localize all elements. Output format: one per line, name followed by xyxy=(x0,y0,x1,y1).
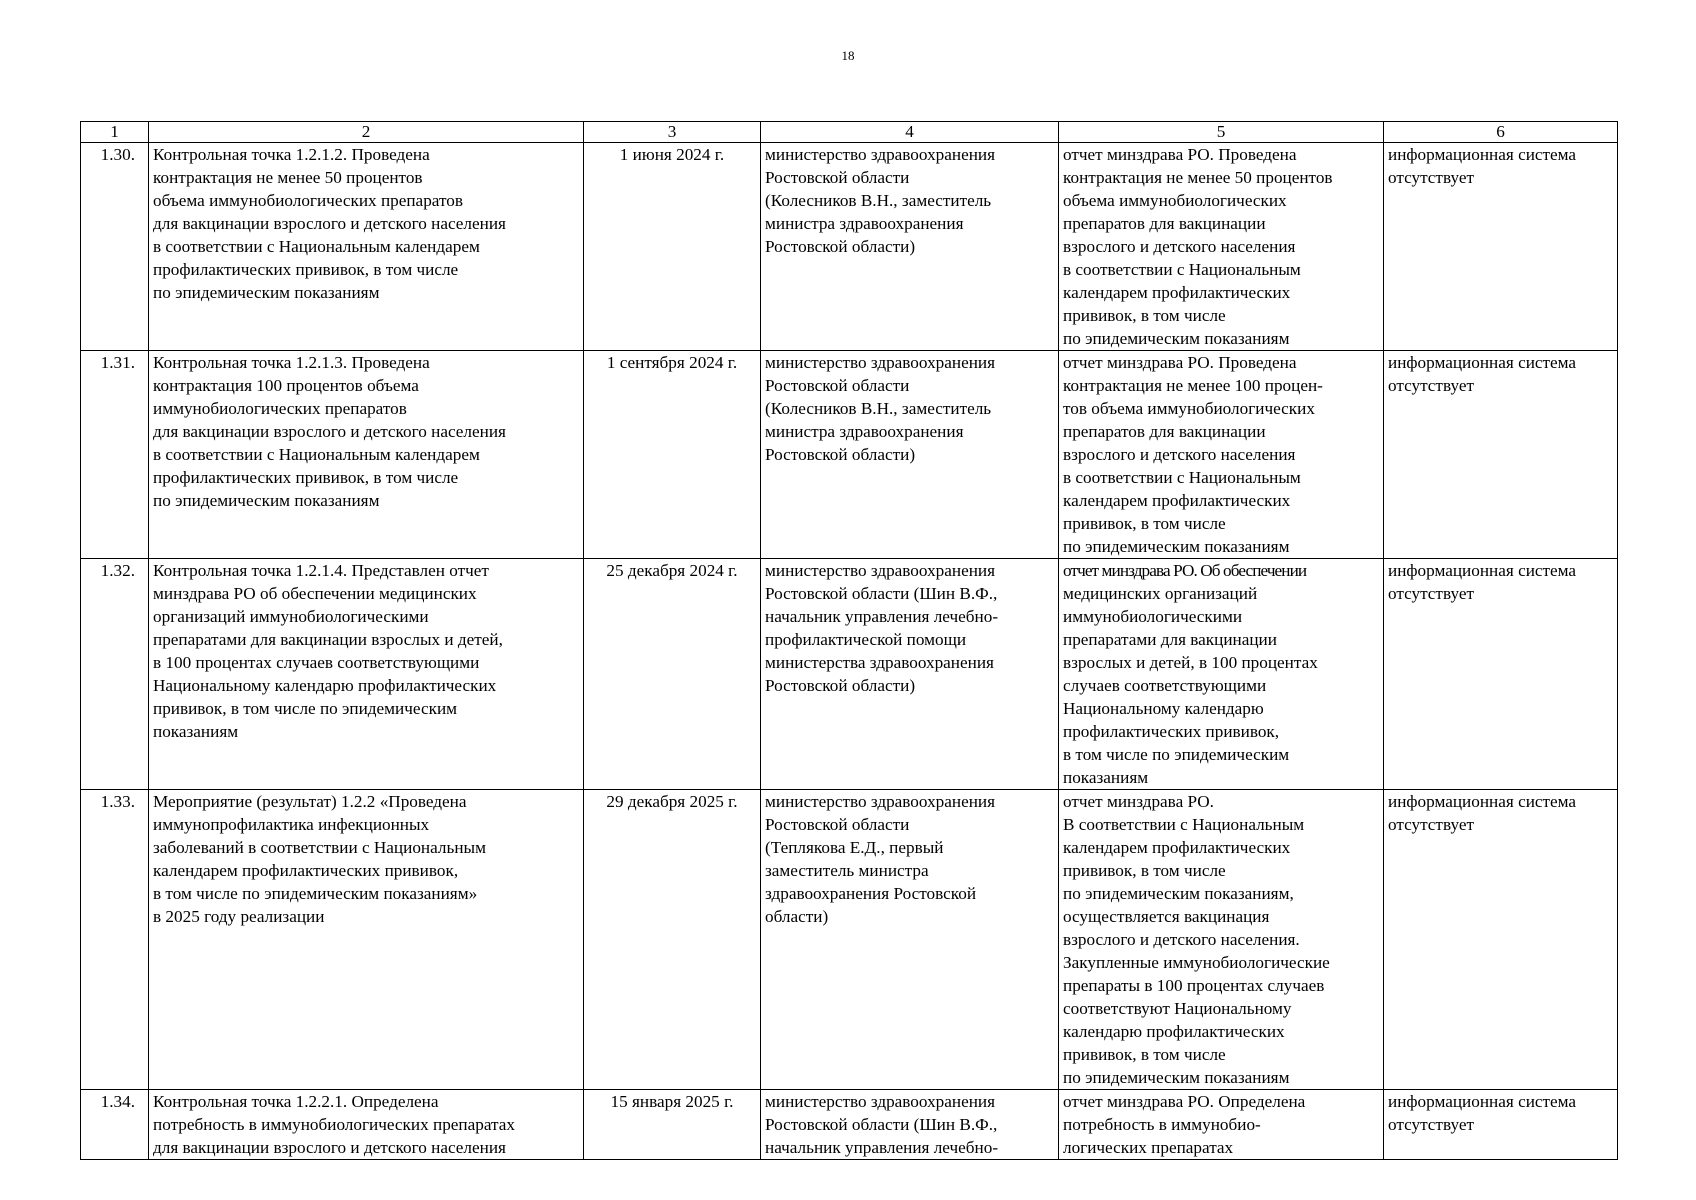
header-cell-4: 4 xyxy=(761,122,1059,143)
row-number: 1.30. xyxy=(81,143,149,351)
row-responsible: министерство здравоохранения Ростовской области (Шин В.Ф., начальник управления лечебно- профилактической помощи министерства здравоохранения Ростовской области) xyxy=(761,559,1059,790)
row-number: 1.34. xyxy=(81,1090,149,1160)
row-document: отчет минздрава РО. Проведена контрактация не менее 50 процентов объема иммунобиологических препаратов для вакцинации взрослого и детского населения в соответствии с Национальным календарем профилактических прививок, в том числе по эпидемическим показаниям xyxy=(1059,143,1384,351)
row-responsible: министерство здравоохранения Ростовской области (Колесников В.Н., заместитель министра здравоохранения Ростовской области) xyxy=(761,143,1059,351)
row-info-system: информационная система отсутствует xyxy=(1384,559,1618,790)
row-description: Контрольная точка 1.2.1.3. Проведена контрактация 100 процентов объема иммунобиологических препаратов для вакцинации взрослого и детского населения в соответствии с Национальным календарем профилактических прививок, в том числе по эпидемическим показаниям xyxy=(149,351,584,559)
header-cell-3: 3 xyxy=(584,122,761,143)
row-description: Мероприятие (результат) 1.2.2 «Проведена иммунопрофилактика инфекционных заболеваний в соответствии с Национальным календарем профилактических прививок, в том числе по эпидемическим показаниям» в 2025 году реализации xyxy=(149,790,584,1090)
row-responsible: министерство здравоохранения Ростовской области (Теплякова Е.Д., первый заместитель министра здравоохранения Ростовской области) xyxy=(761,790,1059,1090)
row-date: 29 декабря 2025 г. xyxy=(584,790,761,1090)
row-document-first-line: отчет минздрава РО. Об обеспечении xyxy=(1063,561,1307,580)
row-number: 1.31. xyxy=(81,351,149,559)
row-date: 1 сентября 2024 г. xyxy=(584,351,761,559)
header-cell-1: 1 xyxy=(81,122,149,143)
row-number: 1.33. xyxy=(81,790,149,1090)
row-document: отчет минздрава РО. Проведена контрактация не менее 100 процен- тов объема иммунобиологических препаратов для вакцинации взрослого и детского населения в соответствии с Национальным календарем профилактических прививок, в том числе по эпидемическим показаниям xyxy=(1059,351,1384,559)
row-date: 25 декабря 2024 г. xyxy=(584,559,761,790)
row-info-system: информационная система отсутствует xyxy=(1384,1090,1618,1160)
table-row xyxy=(81,351,1618,559)
row-description: Контрольная точка 1.2.1.4. Представлен отчет минздрава РО об обеспечении медицинских организаций иммунобиологическими препаратами для вакцинации взрослых и детей, в 100 процентах случаев соответствующими Национальному календарю профилактических прививок, в том числе по эпидемическим показаниям xyxy=(149,559,584,790)
row-date: 1 июня 2024 г. xyxy=(584,143,761,351)
page-number: 18 xyxy=(841,48,855,63)
row-document-rest: медицинских организаций иммунобиологическими препаратами для вакцинации взрослых и детей, в 100 процентах случаев соответствующими Национальному календарю профилактических прививок, в том числе по эпидемическим показаниям xyxy=(1063,584,1318,787)
plan-table xyxy=(80,121,1618,1160)
table-row xyxy=(81,790,1618,1090)
row-info-system: информационная система отсутствует xyxy=(1384,143,1618,351)
row-number: 1.32. xyxy=(81,559,149,790)
table-row xyxy=(81,143,1618,351)
row-description: Контрольная точка 1.2.2.1. Определена потребность в иммунобиологических препаратах для вакцинации взрослого и детского населения xyxy=(149,1090,584,1160)
row-info-system: информационная система отсутствует xyxy=(1384,351,1618,559)
header-cell-5: 5 xyxy=(1059,122,1384,143)
row-description: Контрольная точка 1.2.1.2. Проведена контрактация не менее 50 процентов объема иммунобиологических препаратов для вакцинации взрослого и детского населения в соответствии с Национальным календарем профилактических прививок, в том числе по эпидемическим показаниям xyxy=(149,143,584,351)
row-responsible: министерство здравоохранения Ростовской области (Колесников В.Н., заместитель министра здравоохранения Ростовской области) xyxy=(761,351,1059,559)
table-row xyxy=(81,559,1618,790)
row-responsible: министерство здравоохранения Ростовской области (Шин В.Ф., начальник управления лечебно- xyxy=(761,1090,1059,1160)
row-document xyxy=(1059,559,1384,790)
table-row xyxy=(81,1090,1618,1160)
header-cell-6: 6 xyxy=(1384,122,1618,143)
row-date: 15 января 2025 г. xyxy=(584,1090,761,1160)
row-info-system: информационная система отсутствует xyxy=(1384,790,1618,1090)
header-cell-2: 2 xyxy=(149,122,584,143)
row-document: отчет минздрава РО. Определена потребность в иммунобио- логических препаратах xyxy=(1059,1090,1384,1160)
row-document: отчет минздрава РО. В соответствии с Национальным календарем профилактических прививок, в том числе по эпидемическим показаниям, осуществляется вакцинация взрослого и детского населения. Закупленные иммунобиологические препараты в 100 процентах случаев соответствуют Национальному календарю профилактических прививок, в том числе по эпидемическим показаниям xyxy=(1059,790,1384,1090)
table-header-row xyxy=(81,122,1618,143)
